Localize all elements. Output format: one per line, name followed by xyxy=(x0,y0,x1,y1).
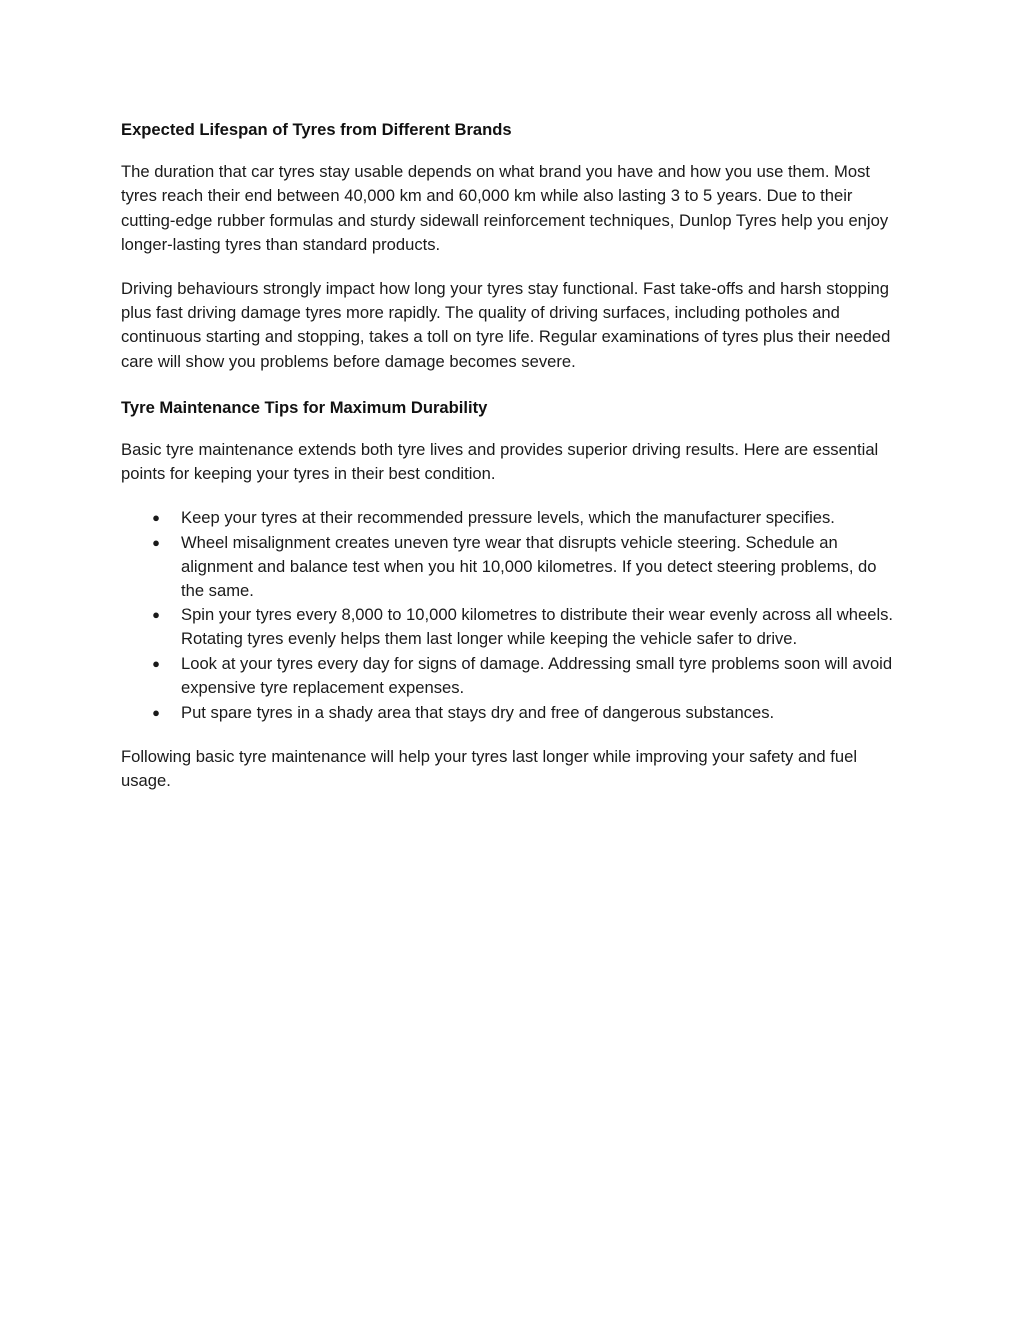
paragraph-maintenance-intro: Basic tyre maintenance extends both tyre lives and provides superior driving results. Here are essential points for keeping your tyres in their best condition. xyxy=(121,440,879,484)
list-item xyxy=(121,506,896,530)
maintenance-tips-list xyxy=(121,506,896,725)
bullet-icon: ● xyxy=(152,534,160,550)
list-item-text: Spin your tyres every 8,000 to 10,000 kilometres to distribute their wear evenly across all wheels. Rotating tyres evenly helps them last longer while keeping the vehicle safer to drive. xyxy=(181,605,894,649)
paragraph-tyre-duration: The duration that car tyres stay usable depends on what brand you have and how you use them. Most tyres reach their end between 40,000 km and 60,000 km while also lasting 3 to 5 years. Due to their cutting-edge rubber formulas and sturdy sidewall reinforcement techniques, Dunlop Tyres help you enjoy longer-lasting tyres than standard products. xyxy=(121,162,889,254)
document-page xyxy=(121,118,896,794)
list-item-text: Wheel misalignment creates uneven tyre wear that disrupts vehicle steering. Schedule an alignment and balance test when you hit 10,000 kilometres. If you detect steering problems, do the same. xyxy=(181,532,877,601)
section-heading-lifespan: Expected Lifespan of Tyres from Different Brands xyxy=(121,120,512,139)
list-item-text: Look at your tyres every day for signs of damage. Addressing small tyre problems soon will avoid expensive tyre replacement expenses. xyxy=(181,653,893,697)
paragraph-closing: Following basic tyre maintenance will help your tyres last longer while improving your safety and fuel usage. xyxy=(121,747,858,791)
bullet-icon: ● xyxy=(152,607,160,623)
list-item xyxy=(121,701,896,725)
section-heading-maintenance: Tyre Maintenance Tips for Maximum Durability xyxy=(121,397,488,417)
list-item-text: Put spare tyres in a shady area that stays dry and free of dangerous substances. xyxy=(181,703,775,723)
bullet-icon: ● xyxy=(152,705,160,721)
bullet-icon: ● xyxy=(152,510,160,526)
list-item xyxy=(121,531,896,604)
list-item xyxy=(121,652,896,700)
list-item xyxy=(121,603,896,651)
paragraph-driving-behaviours: Driving behaviours strongly impact how long your tyres stay functional. Fast take-offs and harsh stopping plus fast driving damage tyres more rapidly. The quality of driving surfaces, including potholes and continuous starting and stopping, takes a toll on tyre life. Regular examinations of tyres plus their needed care will show you problems before damage becomes severe. xyxy=(121,279,891,371)
bullet-icon: ● xyxy=(152,655,160,671)
list-item-text: Keep your tyres at their recommended pressure levels, which the manufacturer specifies. xyxy=(181,508,835,528)
